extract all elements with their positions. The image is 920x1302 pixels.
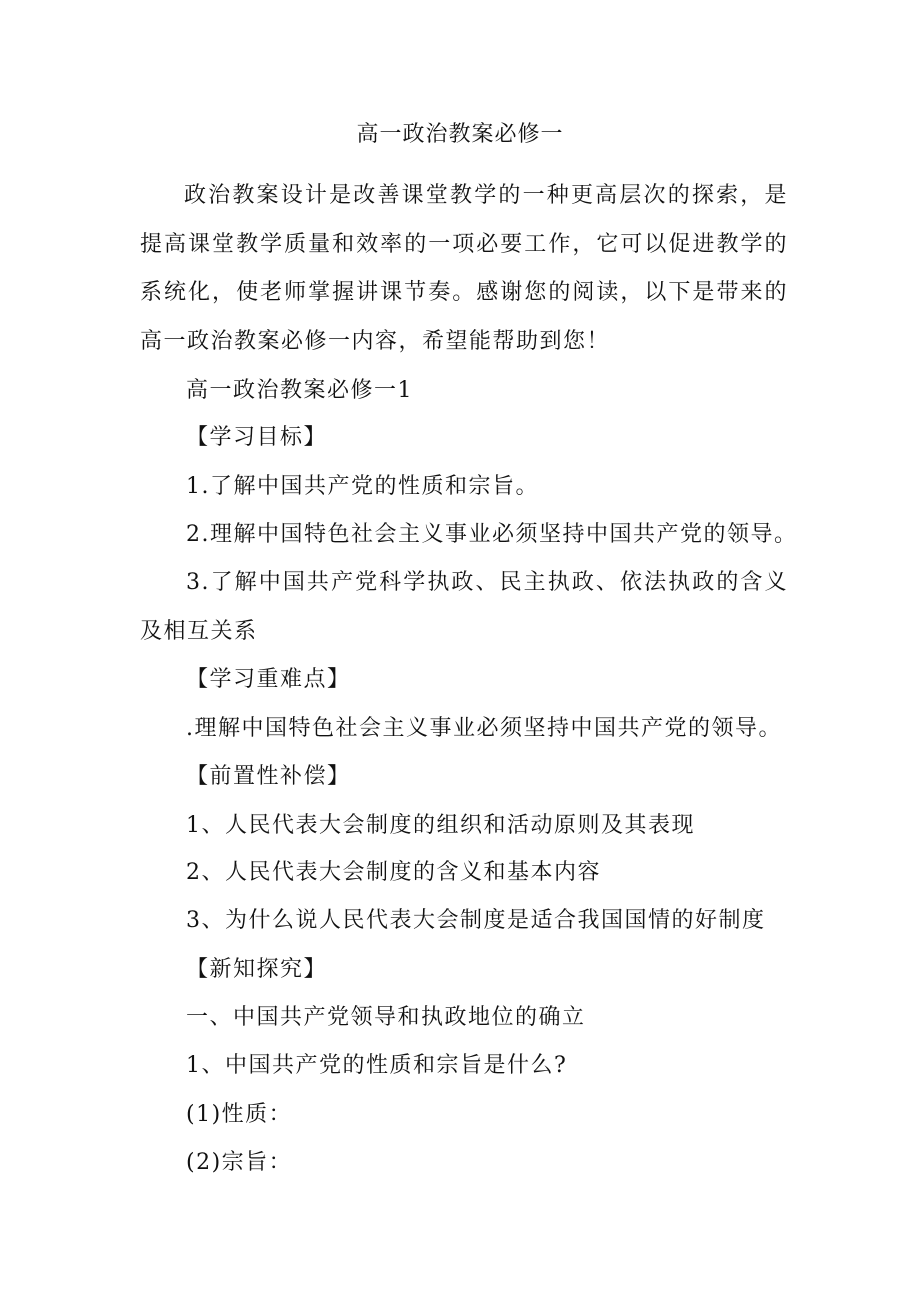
explore-heading: 【新知探究】: [186, 957, 328, 982]
goal-item-3: 3.了解中国共产党科学执政、民主执政、依法执政的含义及相互关系: [140, 570, 788, 644]
goal-item-2: 2.理解中国特色社会主义事业必须坚持中国共产党的领导。: [186, 522, 798, 547]
goal-item-1: 1.了解中国共产党的性质和宗旨。: [186, 474, 539, 499]
sub-item-nature: (1)性质：: [186, 1102, 293, 1127]
intro-paragraph: 政治教案设计是改善课堂教学的一种更高层次的探索，是提高课堂教学质量和效率的一项必要工作，它可以促进教学的系统化，使老师掌握讲课节奏。感谢您的阅读，以下是带来的高一政治教案必修一内容，希望能帮助到您！: [140, 183, 788, 354]
key-point-item: .理解中国特色社会主义事业必须坚持中国共产党的领导。: [186, 716, 782, 741]
question-item-1: 1、中国共产党的性质和宗旨是什么?: [186, 1053, 568, 1078]
preview-item-3: 3、为什么说人民代表大会制度是适合我国国情的好制度: [186, 908, 766, 933]
sub-item-purpose: (2)宗旨：: [186, 1150, 293, 1175]
part-heading-1: 一、中国共产党领导和执政地位的确立: [186, 1005, 586, 1030]
preview-item-2: 2、人民代表大会制度的含义和基本内容: [186, 860, 601, 885]
document-title: 高一政治教案必修一: [356, 122, 564, 147]
key-points-heading: 【学习重难点】: [186, 667, 351, 692]
learning-goals-heading: 【学习目标】: [186, 425, 328, 450]
section-title: 高一政治教案必修一1: [186, 378, 413, 403]
preview-item-1: 1、人民代表大会制度的组织和活动原则及其表现: [186, 813, 695, 838]
preview-heading: 【前置性补偿】: [186, 764, 351, 789]
